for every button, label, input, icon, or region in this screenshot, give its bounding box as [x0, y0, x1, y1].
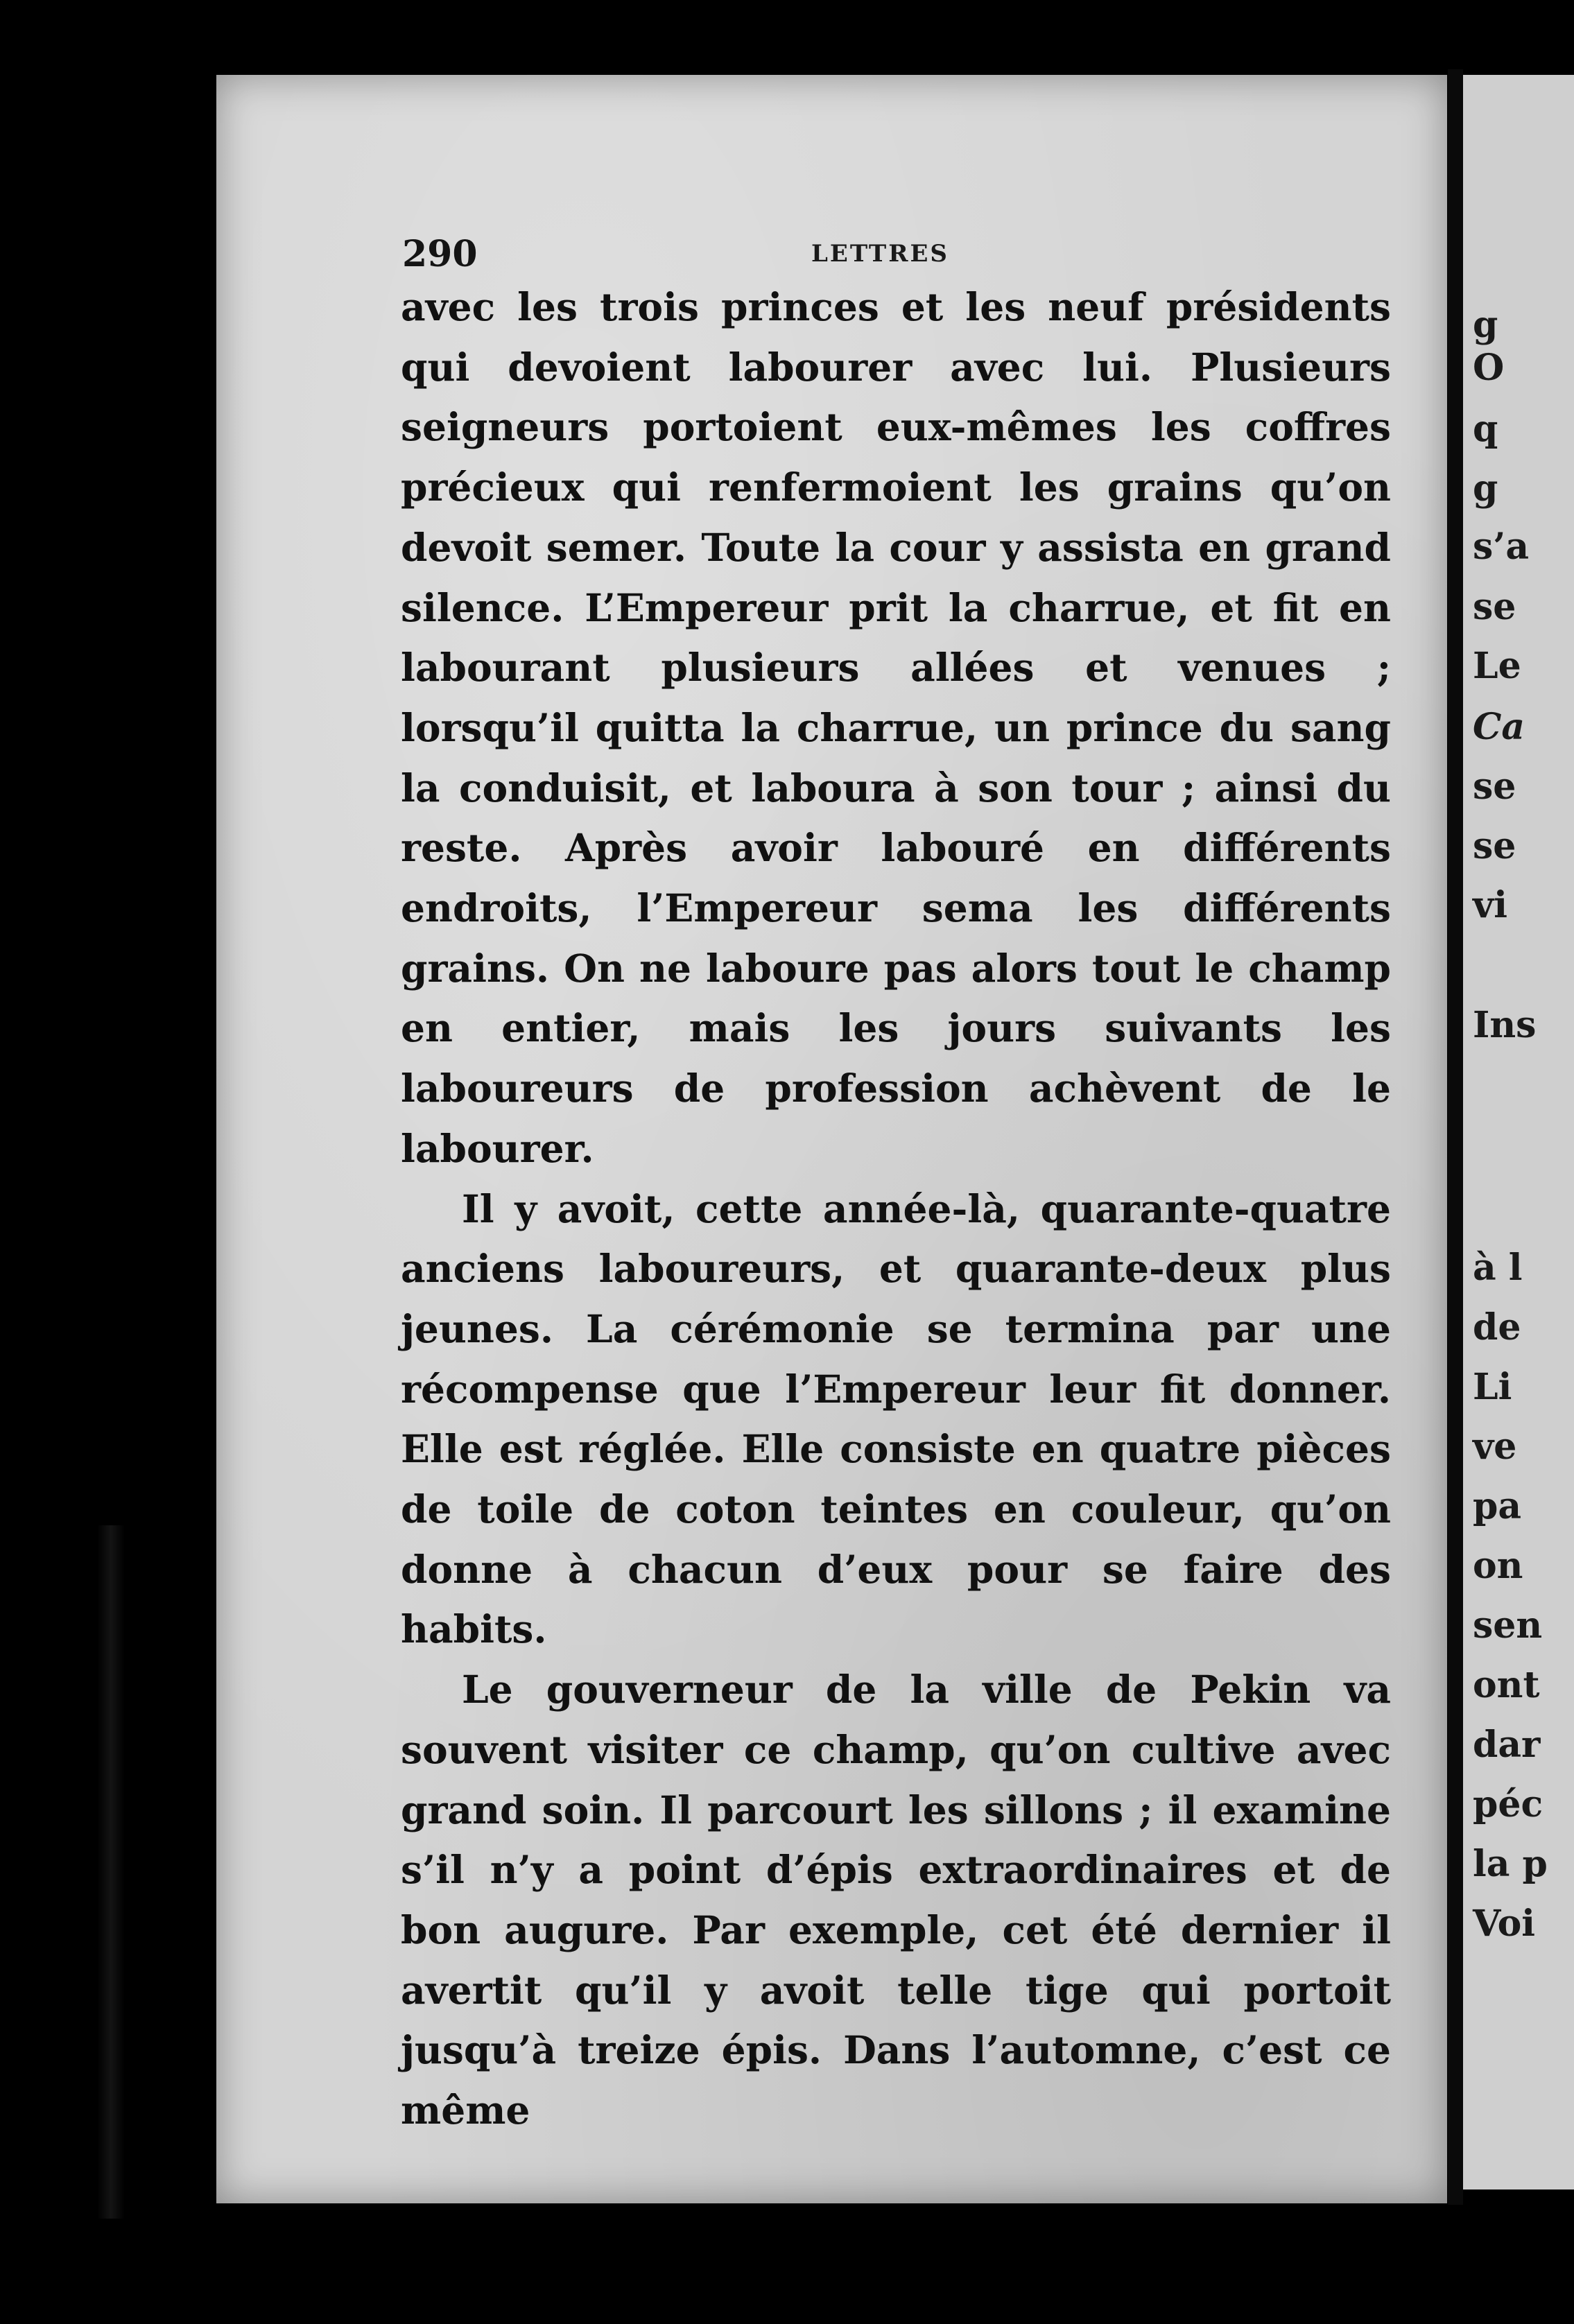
facing-fragment: de [1473, 1306, 1521, 1349]
facing-fragment: se [1473, 765, 1516, 808]
facing-fragment: O [1473, 347, 1505, 389]
facing-fragment: se [1473, 586, 1516, 628]
body-text [401, 277, 1391, 2141]
facing-fragment: g [1473, 304, 1498, 346]
facing-fragment: Li [1473, 1366, 1512, 1408]
page-number: 290 [402, 233, 478, 275]
facing-fragment: q [1473, 408, 1498, 450]
facing-fragment: la p [1473, 1843, 1548, 1885]
facing-fragment: sen [1473, 1604, 1543, 1647]
paragraph-2: Il y avoit, cette année-là, quarante-quatre anciens laboureurs, et quarante-deux plus jeunes. La cérémonie se termina par une récompense que l’Empereur leur fit donner. Elle est réglée. Elle consiste en quatre pièces de toile de coton teintes en couleur, qu’on donne à chacun d’eux pour se faire des habits. [401, 1186, 1391, 1652]
facing-fragment: on [1473, 1545, 1523, 1587]
paragraph-3: Le gouverneur de la ville de Pekin va souvent visiter ce champ, qu’on cultive avec grand soin. Il parcourt les sillons ; il examine s’il n’y a point d’épis extraordinaires et de bon augure. Par exemple, cet été dernier il avertit qu’il y avoit telle tige qui portoit jusqu’à treize épis. Dans l’automne, c’est ce même [401, 1667, 1391, 2133]
facing-fragment: à l [1473, 1247, 1523, 1289]
facing-fragment: ve [1473, 1425, 1517, 1468]
facing-page [1463, 75, 1574, 2189]
binding-shadow [97, 1525, 125, 2219]
facing-fragment: pa [1473, 1485, 1522, 1527]
page-gutter [1448, 69, 1463, 2205]
facing-fragment: dar [1473, 1724, 1541, 1766]
facing-fragment: ont [1473, 1664, 1540, 1706]
facing-fragment: Ca [1473, 706, 1525, 748]
running-head [402, 233, 1387, 281]
facing-fragment: Ins [1473, 1004, 1537, 1046]
facing-fragment: se [1473, 825, 1516, 867]
facing-fragment: Voi [1473, 1902, 1536, 1945]
facing-fragment: g [1473, 467, 1498, 510]
facing-fragment: péc [1473, 1783, 1543, 1826]
facing-fragment: Le [1473, 645, 1521, 687]
facing-fragment: s’a [1473, 526, 1530, 568]
facing-fragment: vi [1473, 884, 1507, 926]
header-title: LETTRES [811, 240, 949, 268]
paragraph-1: avec les trois princes et les neuf présidents qui devoient labourer avec lui. Plusieurs seigneurs portoient eux-mêmes les coffres précieux qui renfermoient les grains qu’on devoit semer. Toute la cour y assista en grand silence. L’Empereur prit la charrue, et fit en labourant plusieurs allées et venues ; lorsqu’il quitta la charrue, un prince du sang la conduisit, et laboura à son tour ; ainsi du reste. Après avoir labouré en différents endroits, l’Empereur sema les différents grains. On ne laboure pas alors tout le champ en entier, mais les jours suivants les laboureurs de profession achèvent de le labourer. [401, 284, 1391, 1171]
